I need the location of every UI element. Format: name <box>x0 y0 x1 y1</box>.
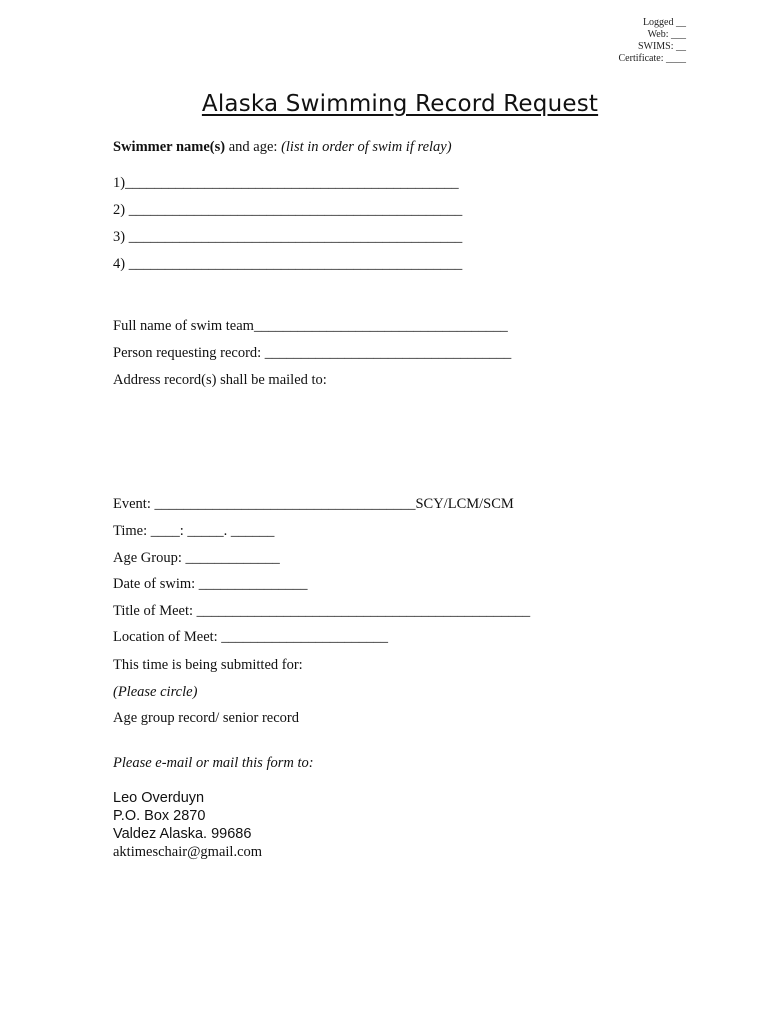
office-use-box <box>619 17 686 65</box>
contact-po-box: P.O. Box 2870 <box>113 808 206 824</box>
swimmer-label-note: (list in order of swim if relay) <box>281 139 452 155</box>
swimmer-label-rest: and age: <box>225 139 282 155</box>
contact-city: Valdez Alaska. 99686 <box>113 826 252 842</box>
swimmer-heading <box>113 139 452 156</box>
age-group-field[interactable]: Age Group: _____________ <box>113 550 280 566</box>
meet-location-field[interactable]: Location of Meet: _______________________ <box>113 629 389 645</box>
event-field[interactable]: Event: ____________________________________SCY/LCM/SCM <box>113 496 514 512</box>
web-field: Web: ___ <box>647 29 686 40</box>
contact-name: Leo Overduyn <box>113 790 205 806</box>
page-title: Alaska Swimming Record Request <box>201 91 599 117</box>
submitted-for-label: This time is being submitted for: <box>113 657 303 673</box>
mailing-address-label: Address record(s) shall be mailed to: <box>113 372 327 388</box>
swimmer-line-2[interactable]: 2) ______________________________________________ <box>113 202 463 218</box>
swimmer-line-3[interactable]: 3) ______________________________________________ <box>113 229 463 245</box>
certificate-field: Certificate: ____ <box>618 53 686 64</box>
logged-field: Logged __ <box>642 17 686 28</box>
please-circle-note: (Please circle) <box>113 684 198 700</box>
mail-instruction: Please e-mail or mail this form to: <box>113 755 314 771</box>
time-field[interactable]: Time: ____: _____. ______ <box>113 523 275 539</box>
contact-email[interactable]: aktimeschair@gmail.com <box>113 844 263 860</box>
record-type-options[interactable]: Age group record/ senior record <box>113 710 300 726</box>
swimmer-line-1[interactable]: 1)______________________________________________ <box>113 175 459 191</box>
swim-date-field[interactable]: Date of swim: _______________ <box>113 576 308 592</box>
swims-field: SWIMS: __ <box>637 41 686 52</box>
swimmer-line-4[interactable]: 4) ______________________________________________ <box>113 256 463 272</box>
meet-title-field[interactable]: Title of Meet: ______________________________________________ <box>113 603 531 619</box>
team-name-field[interactable]: Full name of swim team___________________________________ <box>113 318 508 334</box>
swimmer-label-bold: Swimmer name(s) <box>113 139 226 155</box>
requester-field[interactable]: Person requesting record: __________________________________ <box>113 345 512 361</box>
